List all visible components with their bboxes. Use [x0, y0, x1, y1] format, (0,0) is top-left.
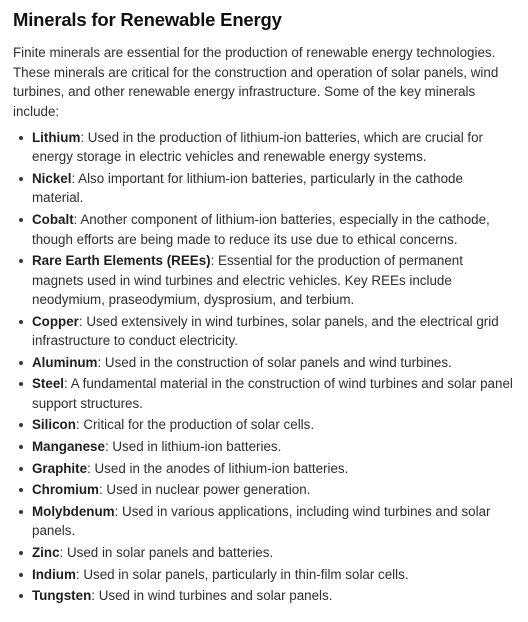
mineral-name: Indium — [32, 566, 76, 582]
mineral-description: : Used in various applications, including wind turbines and solar panels. — [32, 503, 491, 539]
mineral-description: : Used in lithium-ion batteries. — [104, 439, 282, 455]
mineral-name: Steel — [32, 376, 65, 392]
mineral-description: : Also important for lithium-ion batteries, particularly in the cathode material. — [32, 170, 463, 206]
mineral-description: : Used in solar panels and batteries. — [59, 544, 274, 560]
mineral-name: Molybdenum — [32, 503, 115, 519]
list-item — [19, 459, 516, 479]
list-item — [19, 415, 516, 435]
mineral-description: : Used in the production of lithium-ion batteries, which are crucial for energy storage in electric vehicles and renewable energy systems. — [32, 129, 484, 165]
list-item — [19, 210, 516, 249]
mineral-name: Zinc — [32, 544, 60, 560]
list-item — [19, 169, 516, 208]
mineral-name: Copper — [32, 313, 79, 329]
list-item — [19, 374, 516, 413]
list-item — [19, 565, 516, 585]
bullet-icon — [19, 467, 23, 471]
bullet-icon — [19, 594, 23, 598]
list-item — [19, 543, 516, 563]
mineral-description: : Used in solar panels, particularly in thin-film solar cells. — [75, 566, 409, 582]
list-item — [19, 312, 516, 351]
mineral-description: : Used in wind turbines and solar panels. — [91, 588, 333, 604]
bullet-icon — [19, 259, 23, 263]
mineral-description: : Critical for the production of solar cells. — [75, 417, 315, 433]
bullet-icon — [19, 218, 23, 222]
list-item — [19, 480, 516, 500]
mineral-name: Rare Earth Elements (REEs) — [32, 253, 211, 269]
bullet-icon — [19, 382, 23, 386]
bullet-icon — [19, 136, 23, 140]
mineral-name: Nickel — [32, 170, 72, 186]
mineral-name: Chromium — [32, 482, 99, 498]
intro-paragraph: Finite minerals are essential for the production of renewable energy technologies. These minerals are critical for the construction and operation of solar panels, wind turbines, and other renewable energy infrastructure. Some of the key minerals include: — [13, 45, 499, 120]
mineral-name: Manganese — [32, 439, 105, 455]
mineral-description: : Used in the anodes of lithium-ion batteries. — [87, 460, 349, 476]
bullet-icon — [19, 445, 23, 449]
mineral-name: Tungsten — [32, 588, 92, 604]
mineral-description: : Used in the construction of solar panels and wind turbines. — [97, 354, 452, 370]
mineral-name: Lithium — [32, 129, 81, 145]
minerals-list — [13, 128, 516, 606]
bullet-icon — [19, 361, 23, 365]
bullet-icon — [19, 320, 23, 324]
mineral-name: Graphite — [32, 460, 88, 476]
mineral-description: : Another component of lithium-ion batteries, especially in the cathode, though efforts are being made to reduce its use due to ethical concerns. — [32, 212, 490, 247]
bullet-icon — [19, 573, 23, 577]
mineral-description: : Used extensively in wind turbines, solar panels, and the electrical grid infrastructure to conduct electricity. — [32, 313, 499, 349]
bullet-icon — [19, 423, 23, 427]
list-item — [19, 128, 516, 167]
page-title: Minerals for Renewable Energy — [13, 9, 282, 30]
mineral-name: Cobalt — [32, 212, 74, 227]
mineral-description: : Used in nuclear power generation. — [98, 482, 311, 498]
mineral-description: : Essential for the production of permanent magnets used in wind turbines and electric vehicles. Key REEs include neodymium, praseodymium, dysprosium, and terbium. — [32, 253, 463, 308]
bullet-icon — [19, 488, 23, 492]
list-item — [19, 353, 516, 373]
list-item — [19, 586, 516, 606]
bullet-icon — [19, 177, 23, 181]
bullet-icon — [19, 510, 23, 514]
list-item — [19, 502, 516, 541]
mineral-description: : A fundamental material in the construction of wind turbines and solar panel support structures. — [32, 376, 513, 411]
list-item — [19, 251, 516, 310]
mineral-name: Aluminum — [32, 354, 98, 370]
bullet-icon — [19, 551, 23, 555]
list-item — [19, 437, 516, 457]
mineral-name: Silicon — [32, 417, 76, 433]
